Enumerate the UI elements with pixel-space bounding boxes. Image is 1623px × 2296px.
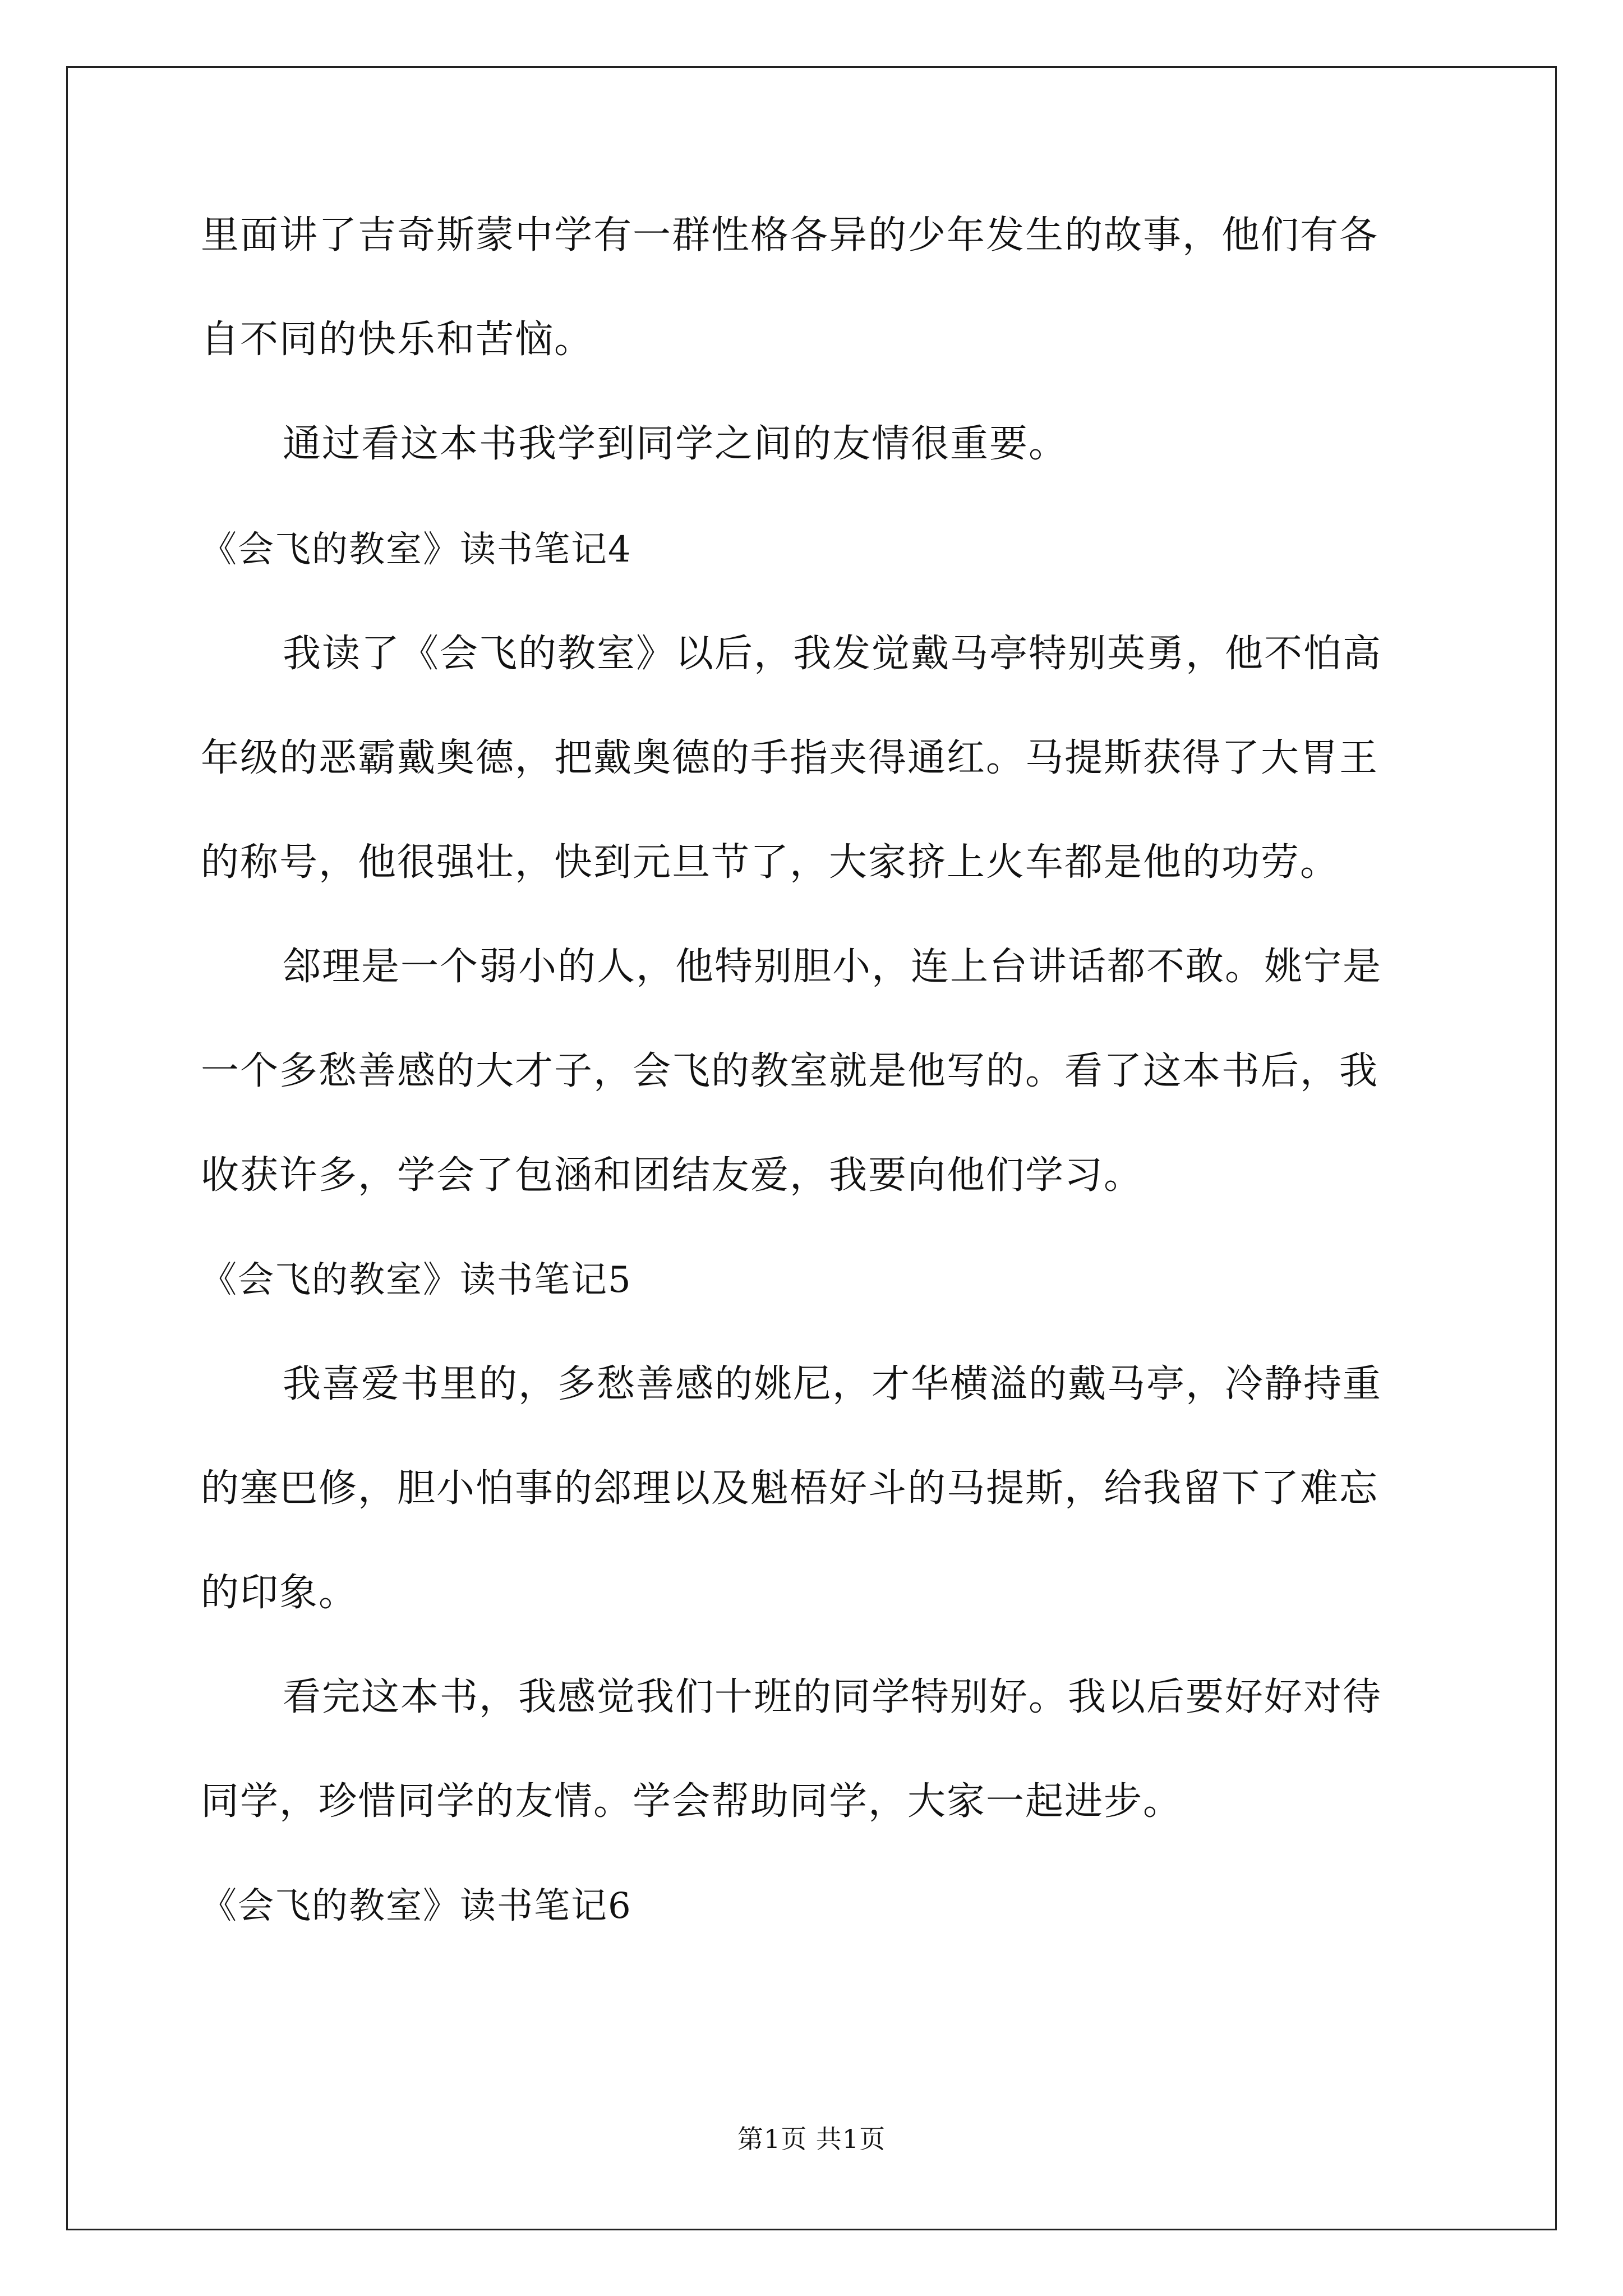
section-heading: 《会飞的教室》读书笔记4 (201, 529, 632, 570)
section-heading: 《会飞的教室》读书笔记5 (201, 1259, 632, 1301)
paragraph-line: 的印象。 (201, 1571, 358, 1615)
paragraph-line: 一个多愁善感的大才子，会飞的教室就是他写的。看了这本书后，我 (201, 1049, 1379, 1093)
paragraph-line: 我喜爱书里的，多愁善感的姚尼，才华横溢的戴马亭，冷静持重 (283, 1362, 1382, 1406)
page-footer: 第1页 共1页 (737, 2124, 886, 2154)
paragraph-line: 自不同的快乐和苦恼。 (201, 318, 594, 362)
paragraph-line: 郐理是一个弱小的人，他特别胆小，连上台讲话都不敢。姚宁是 (283, 945, 1382, 989)
paragraph-line: 看完这本书，我感觉我们十班的同学特别好。我以后要好好对待 (283, 1675, 1382, 1719)
paragraph-line: 的称号，他很强壮，快到元旦节了，大家挤上火车都是他的功劳。 (201, 840, 1340, 885)
paragraph-line: 同学，珍惜同学的友情。学会帮助同学，大家一起进步。 (201, 1779, 1183, 1824)
paragraph-line: 通过看这本书我学到同学之间的友情很重要。 (283, 422, 1068, 466)
paragraph-line: 里面讲了吉奇斯蒙中学有一群性格各异的少年发生的故事，他们有各 (201, 213, 1379, 257)
paragraph-line: 收获许多，学会了包涵和团结友爱，我要向他们学习。 (201, 1153, 1144, 1198)
paragraph-line: 年级的恶霸戴奥德，把戴奥德的手指夹得通红。马提斯获得了大胃王 (201, 736, 1379, 780)
section-heading: 《会飞的教室》读书笔记6 (201, 1885, 632, 1927)
paragraph-line: 的塞巴修，胆小怕事的郐理以及魁梧好斗的马提斯，给我留下了难忘 (201, 1466, 1379, 1511)
paragraph-line: 我读了《会飞的教室》以后，我发觉戴马亭特别英勇，他不怕高 (283, 632, 1382, 676)
